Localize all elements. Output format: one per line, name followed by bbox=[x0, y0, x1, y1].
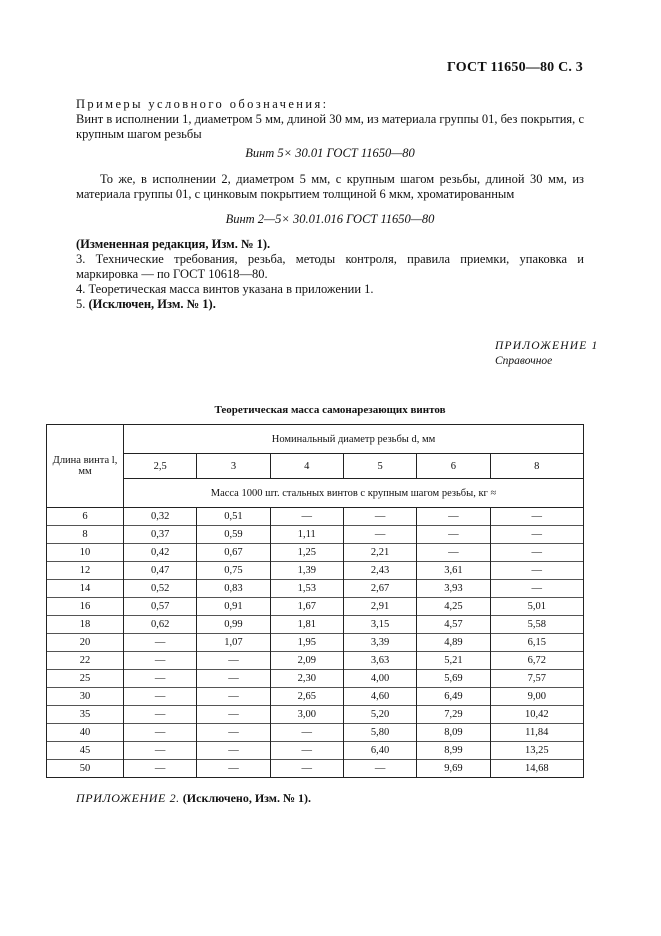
amendment-note: (Измененная редакция, Изм. № 1). bbox=[76, 237, 271, 251]
mass-cell: 8,09 bbox=[417, 724, 490, 742]
table-row bbox=[47, 742, 584, 760]
length-cell: 10 bbox=[47, 544, 124, 562]
mass-cell: 7,57 bbox=[490, 670, 583, 688]
diameter-cell: 6 bbox=[417, 454, 490, 479]
example2-text: То же, в исполнении 2, диаметром 5 мм, с крупным шагом резьбы, длиной 30 мм, из материала группы 01, с цинковым покрытием толщиной 6 мкм, хроматированным bbox=[76, 172, 584, 201]
mass-cell: 0,62 bbox=[124, 616, 197, 634]
mass-cell: — bbox=[124, 706, 197, 724]
table-row bbox=[47, 562, 584, 580]
appendix-label: ПРИЛОЖЕНИЕ 1 bbox=[495, 340, 599, 352]
mass-cell: 2,91 bbox=[343, 598, 416, 616]
mass-cell: — bbox=[124, 652, 197, 670]
mass-cell: — bbox=[490, 562, 583, 580]
mass-cell: 13,25 bbox=[490, 742, 583, 760]
mass-cell: 9,00 bbox=[490, 688, 583, 706]
example1-text: Винт в исполнении 1, диаметром 5 мм, длиной 30 мм, из материала группы 01, без покрытия, с крупным шагом резьбы bbox=[76, 112, 584, 141]
appendix-type: Справочное bbox=[495, 355, 553, 367]
mass-cell: 1,39 bbox=[270, 562, 343, 580]
mass-cell: 0,75 bbox=[197, 562, 270, 580]
diameter-cell: 3 bbox=[197, 454, 270, 479]
clause-5-number: 5. bbox=[76, 297, 86, 311]
examples-block bbox=[76, 97, 584, 142]
mass-cell: 0,47 bbox=[124, 562, 197, 580]
mass-cell: 3,15 bbox=[343, 616, 416, 634]
table-row bbox=[47, 724, 584, 742]
mass-cell: — bbox=[343, 526, 416, 544]
mass-cell: — bbox=[124, 760, 197, 778]
mass-cell: — bbox=[270, 724, 343, 742]
mass-cell: 6,49 bbox=[417, 688, 490, 706]
clause-4: 4. Теоретическая масса винтов указана в приложении 1. bbox=[76, 282, 374, 296]
length-cell: 6 bbox=[47, 508, 124, 526]
mass-cell: 2,67 bbox=[343, 580, 416, 598]
mass-cell: — bbox=[343, 760, 416, 778]
mass-cell: 0,37 bbox=[124, 526, 197, 544]
mass-cell: 5,80 bbox=[343, 724, 416, 742]
mass-cell: — bbox=[124, 688, 197, 706]
mass-cell: 0,32 bbox=[124, 508, 197, 526]
mass-cell: — bbox=[124, 742, 197, 760]
length-cell: 45 bbox=[47, 742, 124, 760]
mass-cell: 3,00 bbox=[270, 706, 343, 724]
mass-cell: — bbox=[270, 508, 343, 526]
mass-cell: 0,52 bbox=[124, 580, 197, 598]
mass-cell: 10,42 bbox=[490, 706, 583, 724]
diameter-cell: 8 bbox=[490, 454, 583, 479]
mass-cell: 3,93 bbox=[417, 580, 490, 598]
mass-cell: 6,15 bbox=[490, 634, 583, 652]
footer-note bbox=[76, 791, 311, 806]
mass-cell: 4,60 bbox=[343, 688, 416, 706]
mass-cell: — bbox=[270, 742, 343, 760]
mass-cell: 1,25 bbox=[270, 544, 343, 562]
mass-cell: 4,25 bbox=[417, 598, 490, 616]
table-row bbox=[47, 526, 584, 544]
mass-cell: 8,99 bbox=[417, 742, 490, 760]
table-row bbox=[47, 652, 584, 670]
mass-cell: 0,83 bbox=[197, 580, 270, 598]
mass-cell: 9,69 bbox=[417, 760, 490, 778]
length-cell: 16 bbox=[47, 598, 124, 616]
mass-cell: 2,30 bbox=[270, 670, 343, 688]
mass-cell: 3,61 bbox=[417, 562, 490, 580]
length-cell: 8 bbox=[47, 526, 124, 544]
table-title: Теоретическая масса самонарезающих винтов bbox=[214, 404, 446, 416]
mass-cell: — bbox=[343, 508, 416, 526]
length-cell: 25 bbox=[47, 670, 124, 688]
mass-cell: — bbox=[490, 580, 583, 598]
mass-cell: 0,42 bbox=[124, 544, 197, 562]
length-cell: 18 bbox=[47, 616, 124, 634]
mass-cell: 4,89 bbox=[417, 634, 490, 652]
mass-cell: 5,21 bbox=[417, 652, 490, 670]
mass-cell: 2,09 bbox=[270, 652, 343, 670]
diameter-cell: 5 bbox=[343, 454, 416, 479]
table-row bbox=[47, 634, 584, 652]
mass-cell: 2,21 bbox=[343, 544, 416, 562]
mass-cell: — bbox=[417, 526, 490, 544]
mass-cell: — bbox=[197, 742, 270, 760]
mass-cell: — bbox=[197, 706, 270, 724]
mass-cell: 1,81 bbox=[270, 616, 343, 634]
table-row bbox=[47, 544, 584, 562]
mass-cell: 4,57 bbox=[417, 616, 490, 634]
mass-cell: 3,39 bbox=[343, 634, 416, 652]
mass-cell: 0,57 bbox=[124, 598, 197, 616]
mass-cell: — bbox=[417, 508, 490, 526]
mass-cell: — bbox=[197, 688, 270, 706]
mass-cell: 5,69 bbox=[417, 670, 490, 688]
length-cell: 22 bbox=[47, 652, 124, 670]
mass-cell: 1,11 bbox=[270, 526, 343, 544]
mass-header: Масса 1000 шт. стальных винтов с крупным шагом резьбы, кг ≈ bbox=[124, 479, 584, 508]
mass-cell: 1,67 bbox=[270, 598, 343, 616]
mass-cell: — bbox=[197, 724, 270, 742]
mass-cell: — bbox=[490, 508, 583, 526]
table-row bbox=[47, 580, 584, 598]
mass-cell: 5,20 bbox=[343, 706, 416, 724]
footer-text: (Исключено, Изм. № 1). bbox=[182, 791, 312, 805]
diameter-cell: 4 bbox=[270, 454, 343, 479]
mass-cell: 6,72 bbox=[490, 652, 583, 670]
clause-5 bbox=[76, 297, 584, 312]
mass-cell: 0,67 bbox=[197, 544, 270, 562]
length-header: Длина винта l, мм bbox=[47, 425, 124, 508]
mass-cell: — bbox=[124, 634, 197, 652]
mass-cell: — bbox=[270, 760, 343, 778]
clauses-block bbox=[76, 237, 584, 312]
mass-cell: — bbox=[490, 544, 583, 562]
mass-cell: — bbox=[490, 526, 583, 544]
example2-designation: Винт 2—5× 30.01.016 ГОСТ 11650—80 bbox=[225, 212, 435, 226]
diameter-cell: 2,5 bbox=[124, 454, 197, 479]
clause-5-text: (Исключен, Изм. № 1). bbox=[88, 297, 216, 311]
mass-cell: 4,00 bbox=[343, 670, 416, 688]
mass-cell: 3,63 bbox=[343, 652, 416, 670]
mass-cell: 0,99 bbox=[197, 616, 270, 634]
mass-cell: 2,43 bbox=[343, 562, 416, 580]
mass-cell: — bbox=[197, 760, 270, 778]
table-row bbox=[47, 508, 584, 526]
mass-cell: 0,91 bbox=[197, 598, 270, 616]
length-cell: 50 bbox=[47, 760, 124, 778]
mass-cell: 11,84 bbox=[490, 724, 583, 742]
length-cell: 30 bbox=[47, 688, 124, 706]
length-cell: 12 bbox=[47, 562, 124, 580]
mass-cell: 2,65 bbox=[270, 688, 343, 706]
clause-3: 3. Технические требования, резьба, методы контроля, правила приемки, упаковка и маркировка — по ГОСТ 10618—80. bbox=[76, 252, 584, 281]
mass-cell: 1,95 bbox=[270, 634, 343, 652]
mass-table bbox=[46, 424, 584, 778]
table-row bbox=[47, 706, 584, 724]
examples-heading: Примеры условного обозначения: bbox=[76, 97, 329, 111]
length-cell: 40 bbox=[47, 724, 124, 742]
table-row bbox=[47, 616, 584, 634]
length-cell: 20 bbox=[47, 634, 124, 652]
length-cell: 35 bbox=[47, 706, 124, 724]
example1-designation: Винт 5× 30.01 ГОСТ 11650—80 bbox=[245, 146, 415, 160]
page-header: ГОСТ 11650—80 С. 3 bbox=[446, 60, 583, 75]
table-row bbox=[47, 760, 584, 778]
mass-cell: — bbox=[197, 652, 270, 670]
mass-cell: 1,07 bbox=[197, 634, 270, 652]
table-row bbox=[47, 670, 584, 688]
mass-cell: 5,01 bbox=[490, 598, 583, 616]
table-row bbox=[47, 598, 584, 616]
mass-cell: 1,53 bbox=[270, 580, 343, 598]
footer-label: ПРИЛОЖЕНИЕ 2. bbox=[76, 791, 180, 805]
mass-cell: 6,40 bbox=[343, 742, 416, 760]
mass-cell: 0,59 bbox=[197, 526, 270, 544]
mass-cell: — bbox=[417, 544, 490, 562]
table-row bbox=[47, 688, 584, 706]
mass-cell: — bbox=[124, 724, 197, 742]
length-cell: 14 bbox=[47, 580, 124, 598]
mass-cell: 14,68 bbox=[490, 760, 583, 778]
mass-cell: 7,29 bbox=[417, 706, 490, 724]
mass-cell: 0,51 bbox=[197, 508, 270, 526]
diameter-header: Номинальный диаметр резьбы d, мм bbox=[124, 425, 584, 454]
mass-cell: — bbox=[124, 670, 197, 688]
mass-table-body bbox=[47, 508, 584, 778]
mass-cell: — bbox=[197, 670, 270, 688]
mass-cell: 5,58 bbox=[490, 616, 583, 634]
